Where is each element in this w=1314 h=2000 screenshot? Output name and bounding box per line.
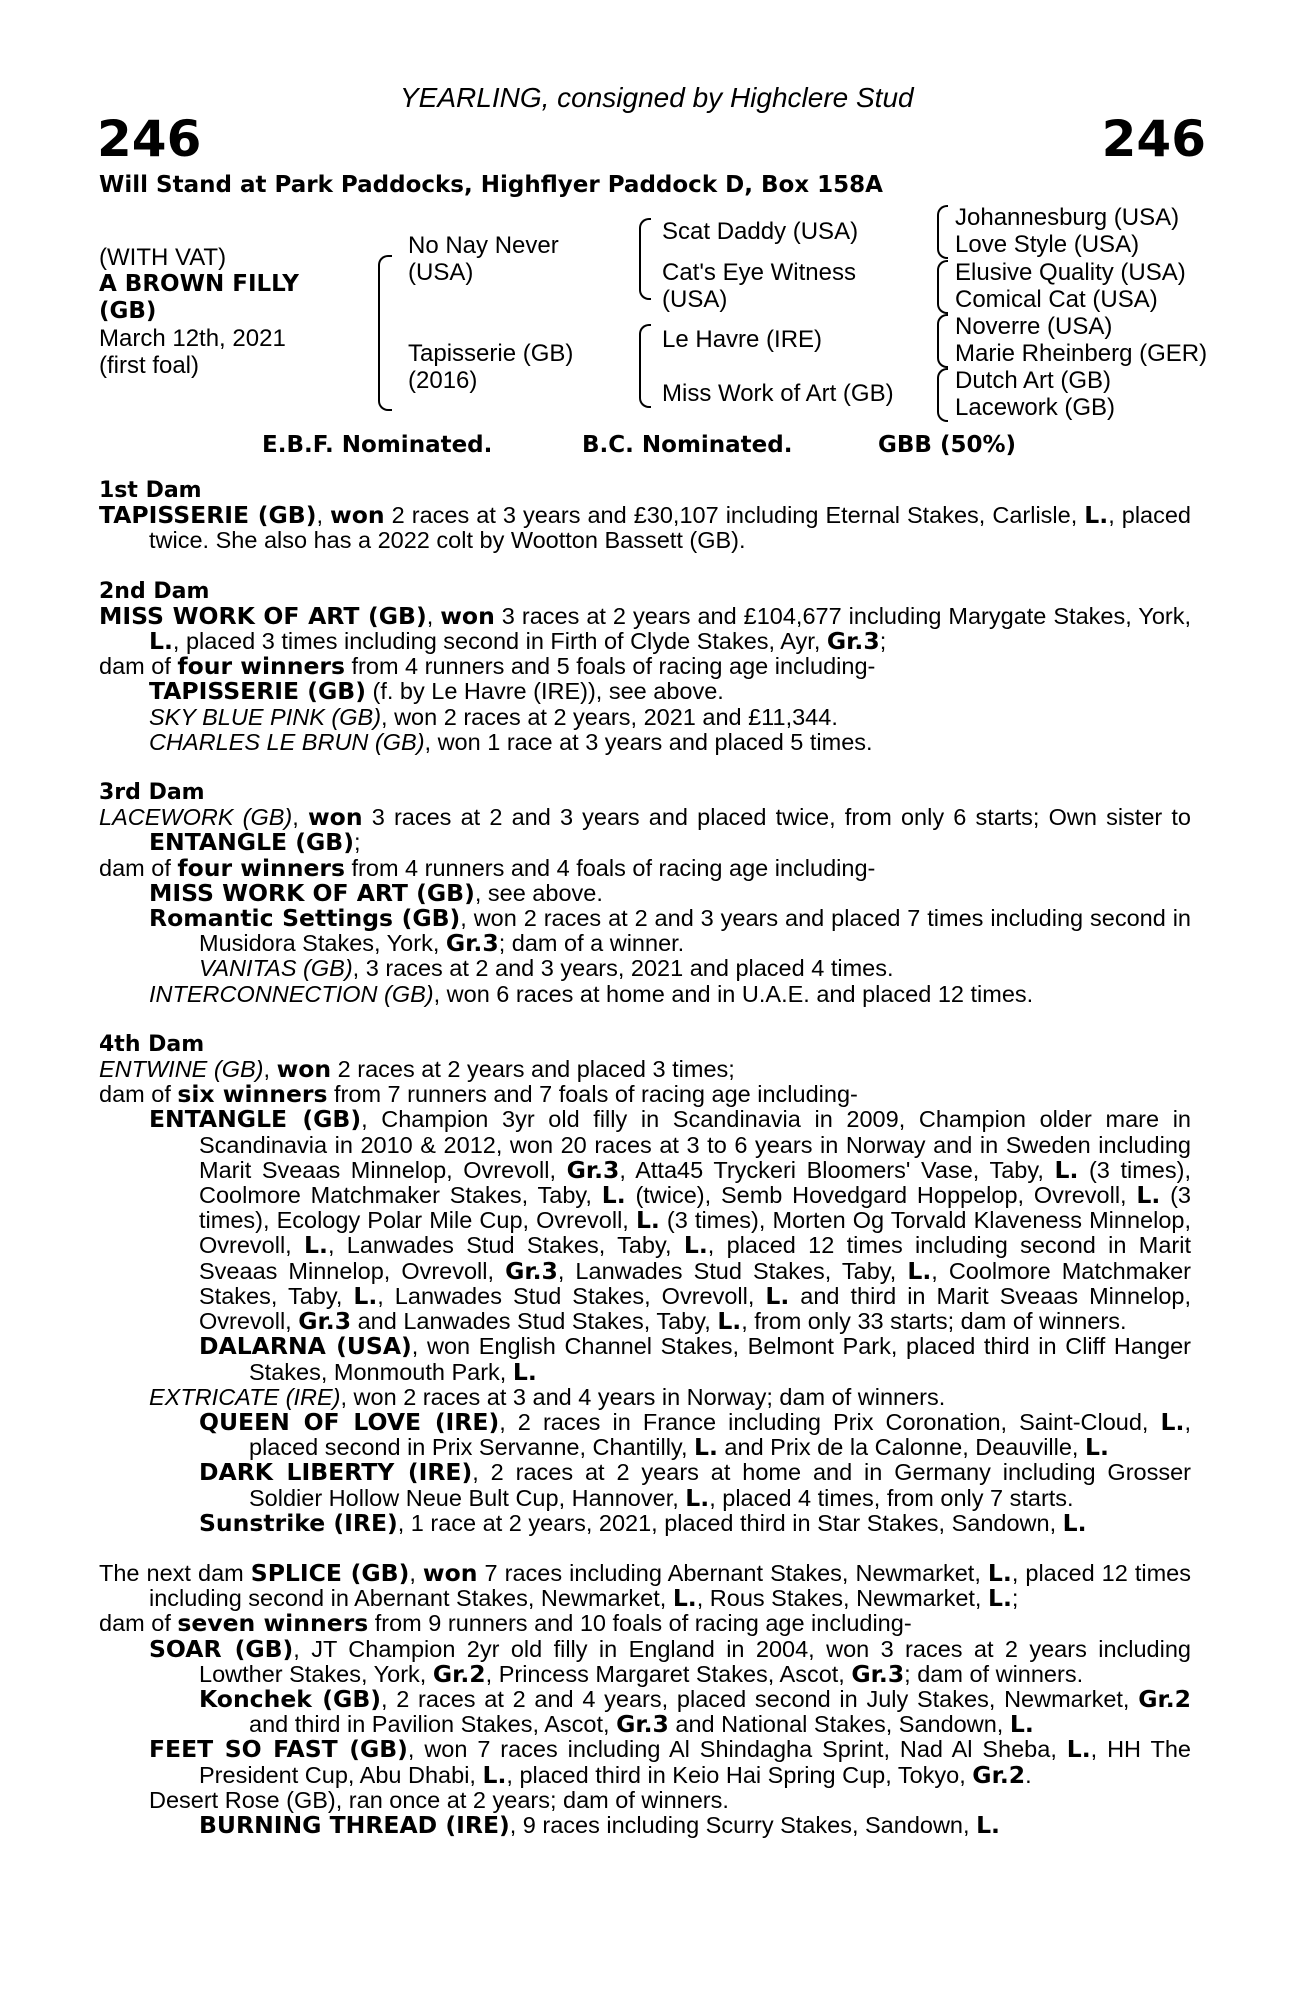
entry-dark-liberty: DARK LIBERTY (IRE), 2 races at 2 years at home and in Germany including Grosser Soldier Hollow Neue Bult Cup, Hannover, L., placed 4 times, from only 7 starts. <box>199 1458 1191 1512</box>
horse-name: VANITAS (GB) <box>199 955 353 982</box>
horse-name: ENTANGLE (GB) <box>149 1105 362 1134</box>
group-label: Gr.3 <box>616 1710 669 1739</box>
listed-label: L. <box>304 1231 328 1260</box>
listed-label: L. <box>482 1760 507 1789</box>
horse-name: TAPISSERIE (GB) <box>99 501 317 530</box>
horse-name: Romantic Settings (GB) <box>149 904 461 933</box>
won-label: won <box>422 1558 478 1587</box>
bc-nomination: B.C. Nominated. <box>582 432 793 458</box>
listed-label: L. <box>672 1584 697 1613</box>
horse-name: CHARLES LE BRUN (GB) <box>149 728 425 755</box>
horse-name: ENTWINE (GB) <box>99 1056 264 1083</box>
listed-label: L. <box>987 1558 1012 1587</box>
horse-name: EXTRICATE (IRE) <box>149 1383 341 1410</box>
entry-extricate: EXTRICATE (IRE), won 2 races at 3 and 4 years in Norway; dam of winners. <box>149 1383 946 1410</box>
winners-count: four winners <box>177 853 345 882</box>
listed-label: L. <box>601 1181 626 1210</box>
group-label: Gr.3 <box>566 1155 620 1184</box>
entry-tapisserie-ref: TAPISSERIE (GB) (f. by Le Havre (IRE)), see above. <box>149 677 724 706</box>
entry-splice: The next dam SPLICE (GB), won 7 races including Abernant Stakes, Newmarket, L., placed 12 times including second in Abernant Stakes, Newmarket, L., Rous Stakes, Newmarket, L.; <box>99 1558 1192 1613</box>
horse-name: MISS WORK OF ART (GB) <box>99 601 427 630</box>
group-label: Gr.3 <box>505 1256 558 1285</box>
listed-label: L. <box>685 1483 710 1512</box>
listed-label: L. <box>694 1433 718 1462</box>
first-foal-note: (first foal) <box>99 352 200 379</box>
listed-label: L. <box>635 1206 660 1235</box>
entry-sunstrike: Sunstrike (IRE), 1 race at 2 years, 2021, placed third in Star Stakes, Sandown, L. <box>199 1508 1087 1537</box>
heading-2nd-dam: 2nd Dam <box>99 578 210 604</box>
won-label: won <box>330 501 385 530</box>
entry-feet-so-fast: FEET SO FAST (GB), won 7 races including Al Shindagha Sprint, Nad Al Sheba, L., HH The President Cup, Abu Dhabi, L., placed third in Keio Hai Spring Cup, Tokyo, Gr.2. <box>149 1735 1191 1789</box>
pedigree-ssd: Love Style (USA) <box>955 231 1140 258</box>
stand-location: Will Stand at Park Paddocks, Highflyer Paddock D, Box 158A <box>99 172 883 198</box>
entry-lacework: LACEWORK (GB), won 3 races at 2 and 3 years and placed twice, from only 6 starts; Own sister to ENTANGLE (GB); <box>99 803 1191 857</box>
heading-3rd-dam: 3rd Dam <box>99 780 205 806</box>
horse-name: SPLICE (GB) <box>250 1558 410 1587</box>
produce-summary: dam of four winners from 4 runners and 5 foals of racing age including- <box>99 652 876 681</box>
listed-label: L. <box>1054 1155 1079 1184</box>
pedigree-brace-3a <box>937 205 948 259</box>
group-label: Gr.2 <box>1138 1684 1191 1713</box>
pedigree-dss: Noverre (USA) <box>955 313 1113 340</box>
horse-name: ENTANGLE (GB) <box>149 828 354 857</box>
won-label: won <box>276 1055 332 1084</box>
listed-label: L. <box>987 1584 1012 1613</box>
listed-label: L. <box>353 1281 378 1310</box>
won-label: won <box>307 803 363 832</box>
produce-summary: dam of six winners from 7 runners and 7 foals of racing age including- <box>99 1080 858 1109</box>
horse-name: SOAR (GB) <box>149 1634 294 1663</box>
entry-dalarna: DALARNA (USA), won English Channel Stakes, Belmont Park, placed third in Cliff Hanger Stakes, Monmouth Park, L. <box>199 1332 1191 1386</box>
produce-summary: dam of seven winners from 9 runners and 10 foals of racing age including- <box>99 1609 912 1638</box>
pedigree-brace-dam <box>639 324 651 408</box>
listed-label: L. <box>765 1281 790 1310</box>
pedigree-ddd: Lacework (GB) <box>955 394 1116 421</box>
dam-of-sire-name: Cat's Eye Witness <box>662 259 856 286</box>
horse-name: DALARNA (USA) <box>199 1332 412 1361</box>
winners-count: six winners <box>177 1080 328 1109</box>
gbb-bonus: GBB (50%) <box>878 432 1017 458</box>
dam-year: (2016) <box>408 367 478 394</box>
winners-count: four winners <box>177 652 345 681</box>
pedigree-brace-3b <box>937 260 948 314</box>
group-label: Gr.3 <box>826 627 880 656</box>
lot-number-right: 246 <box>1101 110 1206 168</box>
ebf-nomination: E.B.F. Nominated. <box>262 432 493 458</box>
horse-name: QUEEN OF LOVE (IRE) <box>199 1407 500 1436</box>
listed-label: L. <box>1066 1735 1091 1764</box>
entry-tapisserie: TAPISSERIE (GB), won 2 races at 3 years and £30,107 including Eternal Stakes, Carlisle, L., placed twice. She also has a 2022 colt by Wootton Bassett (GB). <box>99 501 1191 554</box>
listed-label: L. <box>717 1307 742 1336</box>
dam-of-sire-country: (USA) <box>662 286 728 313</box>
entry-sky-blue-pink: SKY BLUE PINK (GB), won 2 races at 2 years, 2021 and £11,344. <box>149 703 838 730</box>
horse-name: MISS WORK OF ART (GB) <box>149 878 475 907</box>
won-label: won <box>440 601 495 630</box>
pedigree-brace-parents <box>378 255 392 411</box>
pedigree-dsd: Marie Rheinberg (GER) <box>955 340 1208 367</box>
entry-soar: SOAR (GB), JT Champion 2yr old filly in England in 2004, won 3 races at 2 years including Lowther Stakes, York, Gr.2, Princess Margaret Stakes, Ascot, Gr.3; dam of winners. <box>149 1634 1191 1688</box>
horse-description: A BROWN FILLY <box>99 271 299 297</box>
listed-label: L. <box>976 1810 1000 1839</box>
group-label: Gr.2 <box>972 1760 1026 1789</box>
winners-count: seven winners <box>177 1609 369 1638</box>
entry-miss-work-of-art-ref: MISS WORK OF ART (GB), see above. <box>149 878 603 907</box>
pedigree-sss: Johannesburg (USA) <box>955 204 1180 231</box>
pedigree-sdd: Comical Cat (USA) <box>955 286 1158 313</box>
group-label: Gr.3 <box>298 1307 352 1336</box>
listed-label: L. <box>683 1231 708 1260</box>
sire-of-dam: Le Havre (IRE) <box>662 326 823 353</box>
horse-name: BURNING THREAD (IRE) <box>199 1810 510 1839</box>
entry-interconnection: INTERCONNECTION (GB), won 6 races at home and in U.A.E. and placed 12 times. <box>149 980 1034 1007</box>
consignment-line: YEARLING, consigned by Highclere Stud <box>400 82 914 113</box>
entry-entwine: ENTWINE (GB), won 2 races at 2 years and placed 3 times; <box>99 1055 735 1084</box>
horse-name: Sunstrike (IRE) <box>199 1508 398 1537</box>
entry-entangle: ENTANGLE (GB), Champion 3yr old filly in Scandinavia in 2009, Champion older mare in Scandinavia in 2010 & 2012, won 20 races at 3 to 6 years in Norway and in Sweden including Marit Sveaas Minnelop, Ovrevoll, Gr.3, Atta45 Tryckeri Bloomers' Vase, Taby, L. (3 times), Coolmore Matchmaker Stakes, Taby, L. (twice), Semb Hovedgard Hoppelop, Ovrevoll, L. (3 times), Ecology Polar Mile Cup, Ovrevoll, L. (3 times), Morten Og Torvald Klaveness Minnelop, Ovrevoll, L., Lanwades Stud Stakes, Taby, L., placed 12 times including second in Marit Sveaas Minnelop, Ovrevoll, Gr.3, Lanwades Stud Stakes, Taby, L., Coolmore Matchmaker Stakes, Taby, L., Lanwades Stud Stakes, Ovrevoll, L. and third in Marit Sveaas Minnelop, Ovrevoll, Gr.3 and Lanwades Stud Stakes, Taby, L., from only 33 starts; dam of winners. <box>149 1105 1191 1336</box>
listed-label: L. <box>1084 1433 1109 1462</box>
listed-label: L. <box>907 1256 932 1285</box>
horse-origin: (GB) <box>99 298 157 324</box>
pedigree-brace-3c <box>937 314 948 368</box>
sire-country: (USA) <box>408 259 474 286</box>
horse-name: LACEWORK (GB) <box>99 804 293 831</box>
horse-name: TAPISSERIE (GB) <box>149 677 366 706</box>
listed-label: L. <box>1084 501 1109 530</box>
listed-label: L. <box>149 627 173 656</box>
dam-name: Tapisserie (GB) <box>408 340 574 367</box>
dam-of-dam: Miss Work of Art (GB) <box>662 380 894 407</box>
sire-of-sire: Scat Daddy (USA) <box>662 218 859 245</box>
pedigree-brace-3d <box>937 368 948 422</box>
entry-romantic-settings: Romantic Settings (GB), won 2 races at 2 and 3 years and placed 7 times including second in Musidora Stakes, York, Gr.3; dam of a winner. <box>149 904 1191 958</box>
entry-charles-le-brun: CHARLES LE BRUN (GB), won 1 race at 3 years and placed 5 times. <box>149 728 873 755</box>
foaling-date: March 12th, 2021 <box>99 325 286 352</box>
horse-name: SKY BLUE PINK (GB) <box>149 703 382 730</box>
lot-number-left: 246 <box>97 110 202 168</box>
listed-label: L. <box>1062 1508 1087 1537</box>
horse-name: DARK LIBERTY (IRE) <box>199 1458 473 1487</box>
entry-vanitas: VANITAS (GB), 3 races at 2 and 3 years, 2021 and placed 4 times. <box>199 955 894 982</box>
horse-name: INTERCONNECTION (GB) <box>149 980 434 1007</box>
entry-miss-work-of-art: MISS WORK OF ART (GB), won 3 races at 2 years and £104,677 including Marygate Stakes, York, L., placed 3 times including second in Firth of Clyde Stakes, Ayr, Gr.3; <box>99 601 1191 656</box>
pedigree-dds: Dutch Art (GB) <box>955 367 1112 394</box>
entry-konchek: Konchek (GB), 2 races at 2 and 4 years, placed second in July Stakes, Newmarket, Gr.2 and third in Pavilion Stakes, Ascot, Gr.3 and National Stakes, Sandown, L. <box>199 1684 1191 1739</box>
group-label: Gr.3 <box>445 929 499 958</box>
pedigree-brace-sire <box>639 218 651 300</box>
produce-summary: dam of four winners from 4 runners and 4 foals of racing age including- <box>99 853 876 882</box>
listed-label: L. <box>1136 1181 1161 1210</box>
vat-note: (WITH VAT) <box>99 244 227 271</box>
entry-burning-thread: BURNING THREAD (IRE), 9 races including Scurry Stakes, Sandown, L. <box>199 1810 1000 1839</box>
group-label: Gr.2 <box>432 1659 486 1688</box>
heading-4th-dam: 4th Dam <box>99 1031 205 1057</box>
horse-name: FEET SO FAST (GB) <box>149 1735 408 1764</box>
group-label: Gr.3 <box>851 1659 905 1688</box>
pedigree-sds: Elusive Quality (USA) <box>955 259 1186 286</box>
produce-record <box>99 478 1191 1838</box>
listed-label: L. <box>512 1357 537 1386</box>
horse-name: Konchek (GB) <box>199 1684 381 1713</box>
listed-label: L. <box>1160 1407 1185 1436</box>
sire-name: No Nay Never <box>408 232 559 259</box>
entry-queen-of-love: QUEEN OF LOVE (IRE), 2 races in France including Prix Coronation, Saint-Cloud, L., placed second in Prix Servanne, Chantilly, L. and Prix de la Calonne, Deauville, L. <box>199 1407 1191 1462</box>
heading-1st-dam: 1st Dam <box>99 478 202 503</box>
listed-label: L. <box>1009 1710 1034 1739</box>
entry-desert-rose: Desert Rose (GB), ran once at 2 years; dam of winners. <box>149 1786 729 1813</box>
